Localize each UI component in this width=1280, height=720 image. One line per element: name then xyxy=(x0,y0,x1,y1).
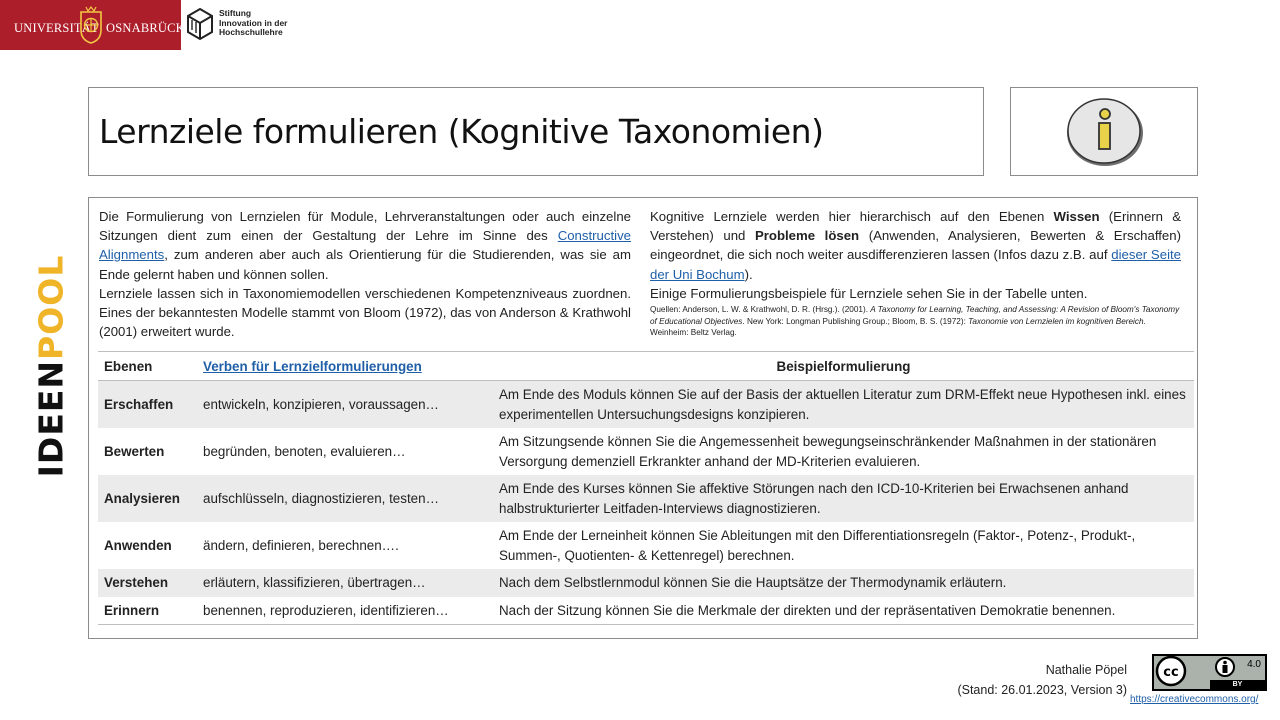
intro-right-p1 xyxy=(650,207,1181,284)
intro-right xyxy=(650,207,1181,339)
header-beispiel: Beispielformulierung xyxy=(487,352,1194,381)
foundation-logo-line3: Hochschullehre xyxy=(219,27,283,37)
taxonomy-table xyxy=(98,351,1194,625)
table-header-row xyxy=(98,352,1194,381)
table-row xyxy=(98,597,1194,625)
brand-part1: IDEEN xyxy=(31,359,71,478)
row-verbs: benennen, reproduzieren, identifizieren… xyxy=(197,597,487,625)
university-logo xyxy=(0,0,185,50)
intro-left-p2: Lernziele lassen sich in Taxonomiemodellen verschiedenen Kompetenzniveaus zuordnen. Eines der bekanntesten Modelle stammt von Bloom (1972), das von Anderson & Krathwohl (2001) erweitert wurde. xyxy=(99,285,631,340)
license-version: 4.0 xyxy=(1247,659,1261,670)
row-level: Anwenden xyxy=(104,537,172,553)
table-row xyxy=(98,381,1194,429)
university-logo-text-right: OSNABRÜCK xyxy=(106,21,185,35)
intro-left xyxy=(99,207,631,341)
intro-right-p2: Einige Formulierungsbeispiele für Lernziele sehen Sie in der Tabelle unten. xyxy=(650,285,1088,301)
source-title-1: A Taxonomy for Learning, Teaching, and Assessing: A Revision of Bloom's Taxonomy of Educational Objectives xyxy=(650,305,1180,326)
row-level: Erschaffen xyxy=(98,381,197,429)
header-verben[interactable] xyxy=(197,352,487,381)
intro-left-text-a: Die Formulierung von Lernzielen für Module, Lehrveranstaltungen oder auch einzelne Sitzungen dient zum einen der Gestaltung der Lehre im Sinne des xyxy=(99,209,631,244)
row-verbs: begründen, benoten, evaluieren… xyxy=(203,443,406,459)
title-box xyxy=(88,87,984,176)
intro-right-text-b: (Erinnern & Verstehen) und xyxy=(650,209,1181,244)
source-text-a: Quellen: Anderson, L. W. & Krathwohl, D. R. (Hrsg.). (2001). xyxy=(650,305,871,315)
university-logo-text-left: UNIVERSITÄT xyxy=(14,21,99,35)
foundation-logo xyxy=(186,7,296,43)
taxonomy-table-wrap xyxy=(98,351,1194,625)
verben-link[interactable]: Verben für Lernzielformulierungen xyxy=(203,358,422,374)
intro-right-text-a: Kognitive Lernziele werden hier hierarchisch auf den Ebenen xyxy=(650,209,1054,224)
table-row xyxy=(98,475,1194,522)
row-example: Nach dem Selbstlernmodul können Sie die Hauptsätze der Thermodynamik erläutern. xyxy=(487,569,1194,597)
svg-text:cc: cc xyxy=(1163,665,1179,680)
row-example: Nach der Sitzung können Sie die Merkmale der direkten und der repräsentativen Demokratie benennen. xyxy=(487,597,1194,625)
row-level: Analysieren xyxy=(98,475,197,522)
cube-icon xyxy=(186,7,214,41)
row-example: Am Ende der Lerneinheit können Sie Ableitungen mit den Differentiationsregeln (Faktor-, Potenz-, Produkt-, Summen-, Quotienten- & Kettenregel) berechnen. xyxy=(499,528,1136,563)
page-title: Lernziele formulieren (Kognitive Taxonomien) xyxy=(99,112,824,151)
row-example: Am Ende des Kurses können Sie affektive Störungen nach den ICD-10-Kriterien bei Erwachsenen anhand halbstrukturierter Leitfaden-Interviews diagnostizieren. xyxy=(487,475,1194,522)
source-text-c: . Weinheim: Beltz Verlag. xyxy=(650,316,1146,338)
row-verbs: aufschlüsseln, diagnostizieren, testen… xyxy=(197,475,487,522)
source-text-b: . New York: Longman Publishing Group.; Bloom, B. S. (1972): xyxy=(742,316,969,326)
foundation-logo-line1: Stiftung xyxy=(219,8,252,18)
table-row xyxy=(98,428,1194,475)
row-example: Am Ende des Moduls können Sie auf der Basis der aktuellen Literatur zum DRM-Effekt neue Hypothesen inkl. eines experimentellen Untersuchungsdesigns konzipieren. xyxy=(487,381,1194,429)
ideenpool-brand xyxy=(31,254,71,478)
intro-right-text-c: (Anwenden, Analysieren, Bewerten & Erschaffen) eingeordnet, die sich noch weiter ausdifferenzieren lassen (Infos dazu z.B. auf xyxy=(650,228,1181,263)
intro-left-p1 xyxy=(99,207,631,284)
author-name: Nathalie Pöpel xyxy=(1045,663,1127,677)
foundation-logo-line2: Innovation in der xyxy=(219,17,288,28)
intro-left-text-b: , zum anderen aber auch als Orientierung für die Studierenden, was sie am Ende gelernt haben und können sollen. xyxy=(99,247,631,282)
source-title-2: Taxonomie von Lernzielen im kognitiven Bereich xyxy=(968,316,1144,326)
table-row xyxy=(98,522,1194,569)
header-ebenen: Ebenen xyxy=(98,352,197,381)
row-verbs: entwickeln, konzipieren, voraussagen… xyxy=(197,381,487,429)
uni-bochum-link[interactable]: dieser Seite der Uni Bochum xyxy=(650,247,1181,282)
info-box xyxy=(1010,87,1198,176)
row-example: Am Sitzungsende können Sie die Angemessenheit bewegungseinschränkender Maßnahmen in der stationären Versorgung demenziell Erkrankter anhand der MD-Kriterien evaluieren. xyxy=(499,434,1157,469)
author-info xyxy=(957,661,1127,700)
row-level: Verstehen xyxy=(98,569,197,597)
row-level: Erinnern xyxy=(98,597,197,625)
sources xyxy=(650,304,1181,339)
constructive-alignments-link[interactable]: Constructive Alignments xyxy=(99,228,631,263)
cc-license-badge[interactable] xyxy=(1152,654,1267,691)
content-box xyxy=(88,197,1198,639)
creativecommons-link[interactable]: https://creativecommons.org/ xyxy=(1130,694,1259,705)
brand-part2: POOL xyxy=(31,254,71,360)
level-probleme-label: Probleme lösen xyxy=(754,228,860,244)
row-verbs: ändern, definieren, berechnen…. xyxy=(203,537,399,553)
version-status: (Stand: 26.01.2023, Version 3) xyxy=(957,682,1127,697)
license-by-label: BY xyxy=(1210,680,1265,689)
wheel-crest-icon xyxy=(78,6,104,44)
row-level: Bewerten xyxy=(104,443,165,459)
level-wissen-label: Wissen xyxy=(1053,209,1100,224)
table-row xyxy=(98,569,1194,597)
info-icon xyxy=(1063,94,1147,170)
intro-right-text-d: ). xyxy=(744,266,753,282)
row-verbs: erläutern, klassifizieren, übertragen… xyxy=(197,569,487,597)
